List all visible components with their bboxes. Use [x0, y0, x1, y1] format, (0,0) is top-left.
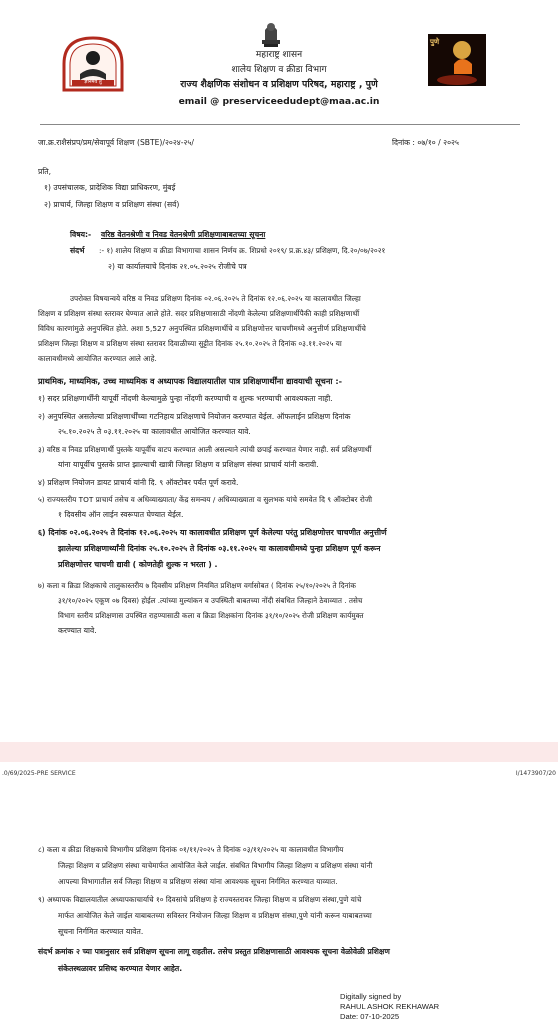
instruction-item-cont: मार्फत आयोजित केले जाईल याबाबतच्या सविस्तर नियोजन जिल्हा शिक्षण व प्रशिक्षण संस्था,पुणे यांनी करून याबाबतच्या: [58, 911, 372, 920]
instruction-item: ५) राज्यस्तरीय TOT प्राचार्य तसेच व अधिव्याख्याता/ केंद्र समन्वय / अधिव्याख्याता व सुलभक यांचे समवेत दि ९ ऑक्टोबर रोजी: [38, 495, 373, 504]
instruction-item-cont: आपल्या विभागातील सर्व जिल्हा शिक्षण व प्रशिक्षण संस्था यांना आवश्यक सूचना निर्गमित करण्यात याव्यात.: [58, 877, 338, 886]
instruction-item-cont: विभाग स्तरीय प्रशिक्षणास उपस्थित राहण्यासाठी कला व क्रिडा शिक्षकांना दिनांक ३१/१०/२०२५ रोजी प्रशिक्षण कार्यमुक्त: [58, 611, 364, 620]
instruction-item: ९) अध्यापक विद्यालयातील अध्यापकाचार्याचे १० दिवसांचे प्रशिक्षण हे राज्यस्तरावर जिल्हा शिक्षण व प्रशिक्षण संस्था,पुणे यांचे: [38, 895, 362, 904]
footer-file-ref: .0/69/2025-PRE SERVICE: [2, 770, 76, 777]
email-line: email @ preserviceedudept@maa.ac.in: [178, 96, 380, 107]
recipient-1: १) उपसंचालक, प्रादेशिक विद्या प्राधिकरण, मुंबई: [44, 183, 176, 192]
intro-line: शिक्षण व प्रशिक्षण संस्था स्तरावर घेण्यात आले होते. सदर प्रशिक्षणासाठी नोंदणी केलेल्या प्रशिक्षणार्थीपैकी काही प्रशिक्षणार्थी: [38, 309, 360, 318]
logo-motto: ज्ञानमेव तु: [84, 79, 102, 85]
letter-date: दिनांक : ०७/१० / २०२५: [392, 138, 459, 147]
instruction-item-cont: १ दिवसीय ऑन लाईन स्वरूपात घेण्यात येईल.: [58, 510, 184, 519]
signature-name: RAHUL ASHOK REKHAWAR: [340, 1002, 440, 1011]
instruction-item-cont: जिल्हा शिक्षण व प्रशिक्षण संस्था याचेमार्फत आयोजित केले जाईल. संबधित विभागीय जिल्हा शिक्षण व प्रशिक्षण संस्था यांनी: [58, 861, 373, 870]
letter-page-2: [0, 784, 558, 1024]
instruction-item-bold: ६) दिनांक ०२.०६.२०२५ ते दिनांक १२.०६.२०२५ या कालावधीत प्रशिक्षण पूर्ण केलेल्या परंतु प्रशिक्षणोत्तर चाचणीत अनुत्तीर्ण: [38, 528, 387, 537]
signature-date: Date: 07-10-2025: [340, 1012, 400, 1021]
instruction-item-bold: झालेल्या प्रशिक्षणार्थ्यांनी दिनांक २५.१०.२०२५ ते दिनांक ०३.११.२०२५ या कालावधीमध्ये पुन्हा प्रशिक्षण पूर्ण करून: [58, 544, 381, 553]
footer-doc-id: I/1473907/20: [515, 770, 556, 777]
instruction-item: ३) वरिष्ठ व निवड प्रशिक्षणार्थी पुस्तके यापूर्वीच वाटप करण्यात आली असल्याने त्यांची छपाई करण्यात येणार नाही. सर्व प्रशिक्षणार्थी: [38, 445, 372, 454]
instruction-item-cont: सूचना निर्गमित करण्यात यावेत.: [58, 927, 144, 936]
instruction-item: ८) कला व क्रीडा शिक्षकाचे विभागीय प्रशिक्षण दिनांक ०१/११/२०२५ ते दिनांक ०३/११/२०२५ या कालावधीत विभागीय: [38, 845, 344, 854]
government-name: महाराष्ट्र शासन: [255, 50, 303, 60]
instruction-item-bold: प्रशिक्षणोत्तर चाचणी द्यावी ( कोणतेही शुल्क न भरता ) .: [58, 560, 218, 569]
instruction-item: १) सदर प्रशिक्षणार्थींनी यापूर्वी नोंदणी केल्यामुळे पुन्हा नोंदणी करण्याची व शुल्क भरण्याची आवश्यकता नाही.: [38, 394, 333, 403]
reference-2: २) या कार्यालयाचे दिनांक २१.०५.२०२५ रोजीचे पत्र: [108, 262, 247, 271]
reference-number: जा.क्र.राशैसंप्रप/प्रम/सेवापूर्व शिक्षण (SBTE)/२०२४-२५/: [38, 138, 194, 147]
national-emblem-icon: [258, 18, 284, 48]
instruction-item-cont: ३१/१०/२०२५ एकूण ०७ दिवस) होईल .त्यांच्या मुल्यांकन व उपस्थिती बाबतच्या नोंदी संबधित जिल्हाने ठेवाव्यात . तसेच: [58, 596, 363, 605]
subject-text: वरिष्ठ वेतनश्रेणी व निवड वेतनश्रेणी प्रशिक्षणाबाबतच्या सूचना: [101, 230, 266, 239]
instruction-item-cont: यांना यापूर्वीच पुस्तके प्राप्त झाल्याची खात्री जिल्हा शिक्षण व प्रशिक्षण संस्था प्राचार्य यांनी करावी.: [58, 460, 319, 469]
intro-line: विविध कारणांमुळे अनुपस्थित होते. अशा 5,527 अनुपस्थित प्रशिक्षणार्थीचे व प्रशिक्षणोत्तर चाचणीमध्ये अनुत्तीर्ण प्रशिक्षणार्थीचे: [38, 324, 366, 333]
instruction-item: ४) प्रशिक्षण नियोजन डायट प्राचार्य यांनी दि. ९ ऑक्टोबर पर्यंत पूर्ण करावे.: [38, 478, 239, 487]
closing-line: संदर्भ क्रमांक २ च्या पत्रानुसार सर्व प्रशिक्षण सूचना लागू राहतील. तसेच प्रस्तुत प्रशिक्षणासाठी आवश्यक सूचना वेळोवेळी प्रशिक्षण: [38, 947, 390, 956]
logo-right-text: पुणे: [430, 38, 440, 46]
closing-line: संकेतस्थळावर प्रसिध्द करण्यात येणार आहेत.: [58, 964, 183, 973]
reference-label: संदर्भ: [70, 246, 85, 255]
intro-line: प्रशिक्षण जिल्हा शिक्षण व प्रशिक्षण संस्था स्तरावर दिवाळीच्या सुट्टीत दिनांक २५.१०.२०२५ ते दिनांक ०३.११.२०२५ या: [38, 339, 342, 348]
council-name: राज्य शैक्षणिक संशोधन व प्रशिक्षण परिषद, महाराष्ट्र , पुणे: [180, 79, 378, 90]
to-label: प्रति,: [38, 167, 52, 176]
instruction-item: २) अनुपस्थित असलेल्या प्रशिक्षणार्थींच्या गटनिहाय प्रशिक्षणाचे नियोजन करण्यात येईल. ऑफलाईन प्रशिक्षण दिनांक: [38, 412, 351, 421]
instructions-heading: प्राथमिक, माध्यमिक, उच्च माध्यमिक व अध्यापक विद्यालयातील पात्र प्रशिक्षणार्थींना द्यावयाची सूचना :-: [38, 376, 343, 386]
department-name: शालेय शिक्षण व क्रीडा विभाग: [231, 65, 327, 75]
instruction-item-cont: २५.१०.२०२५ ते ०३.११.२०२५ या कालावधीत आयोजित करण्यात यावे.: [58, 427, 251, 436]
instruction-item-cont: करण्यात यावे.: [58, 626, 97, 635]
document-footer: [0, 764, 558, 784]
page-separator: [0, 742, 558, 762]
header-divider: [40, 124, 520, 125]
signature-line: Digitally signed by: [340, 992, 402, 1001]
subject-label: विषय:-: [70, 230, 92, 239]
instruction-item: ७) कला व क्रिडा शिक्षकाचे तालुकास्तरीय ७ दिवसीय प्रशिक्षण नियमित प्रशिक्षण वर्गासोबत ( दिनांक २५/१०/२०२५ ते दिनांक: [38, 581, 356, 590]
recipient-2: २) प्राचार्य, जिल्हा शिक्षण व प्रशिक्षण संस्था (सर्व): [44, 200, 180, 209]
intro-line: उपरोक्त विषयान्वये वरिष्ठ व निवड प्रशिक्षण दिनांक ०२.०६.२०२५ ते दिनांक १२.०६.२०२५ या कालावधीत जिल्हा: [70, 294, 361, 303]
intro-line: कालावधीमध्ये आयोजित करण्यात आले आहे.: [38, 354, 157, 363]
reference-1: :- १) शालेय शिक्षण व क्रीडा विभागाचा शासन निर्णय क्र. शिप्रधो २०१९/ प्र.क्र.४३/ प्रशिक्षण, दि.२०/०७/२०२१: [99, 246, 386, 255]
